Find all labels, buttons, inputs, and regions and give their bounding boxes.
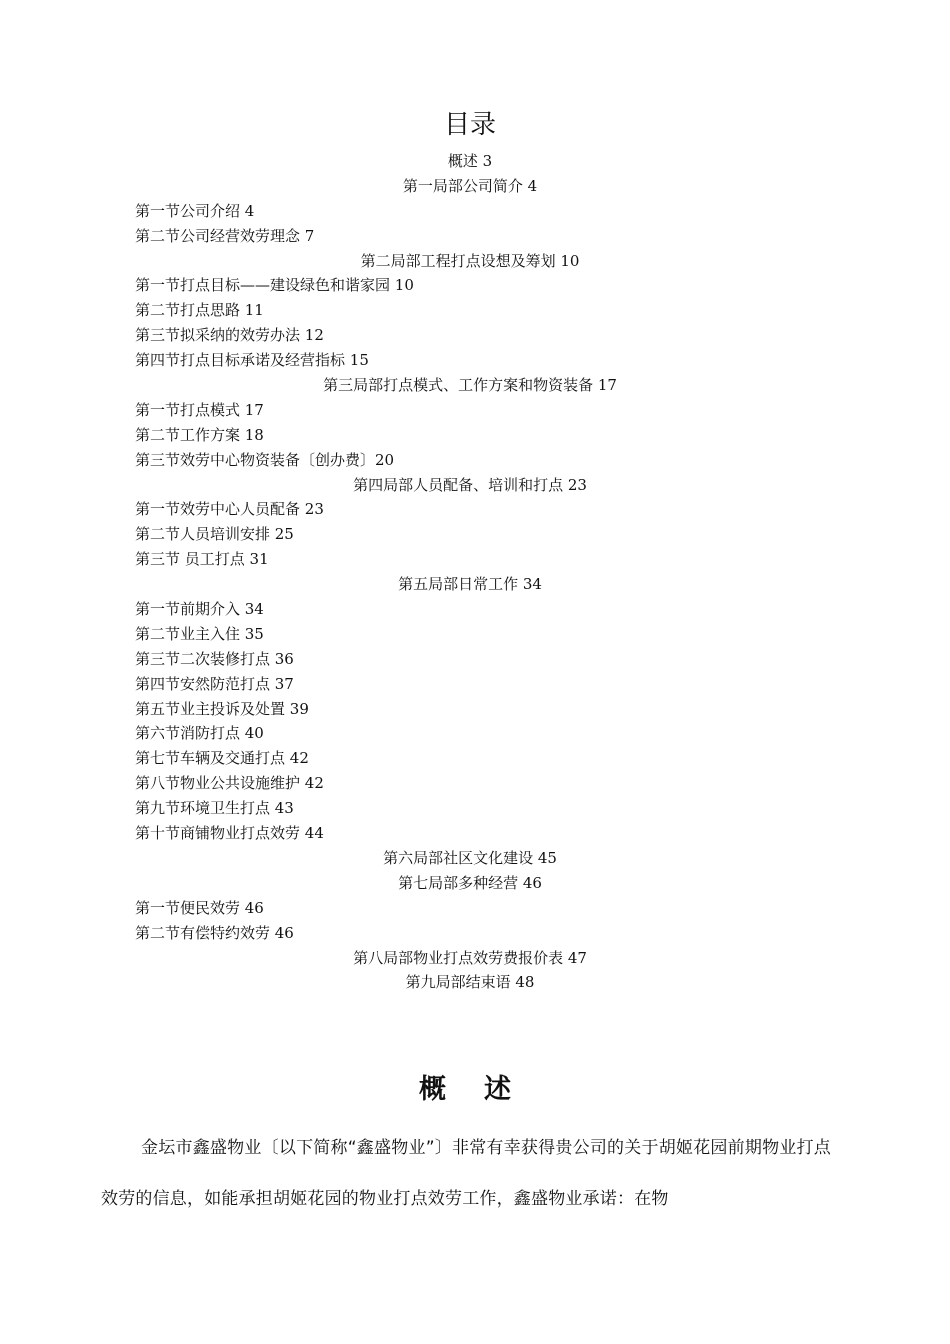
toc-chapter-entry[interactable]: 第七局部多种经营 46 xyxy=(398,873,542,892)
toc-section-entry[interactable]: 第七节车辆及交通打点 42 xyxy=(135,749,309,768)
toc-list xyxy=(0,149,950,995)
toc-section-entry[interactable]: 第八节物业公共设施维护 42 xyxy=(135,774,324,793)
toc-section-entry[interactable]: 第四节安然防范打点 37 xyxy=(135,674,294,693)
toc-section-entry[interactable]: 第一节打点目标——建设绿色和谐家园 10 xyxy=(135,276,414,295)
toc-chapter-entry[interactable]: 第六局部社区文化建设 45 xyxy=(383,848,557,867)
toc-chapter-entry[interactable]: 第九局部结束语 48 xyxy=(405,973,535,992)
toc-section-entry[interactable]: 第二节公司经营效劳理念 7 xyxy=(135,226,315,245)
toc-section-entry[interactable]: 第三节拟采纳的效劳办法 12 xyxy=(135,326,324,345)
toc-section-entry[interactable]: 第十节商铺物业打点效劳 44 xyxy=(135,824,324,843)
toc-chapter-entry[interactable]: 概述 3 xyxy=(447,152,493,170)
overview-paragraph: 金坛市鑫盛物业〔以下简称“鑫盛物业”〕非常有幸获得贵公司的关于胡姬花园前期物业打点效劳的信息，如能承担胡姬花园的物业打点效劳工作，鑫盛物业承诺：在物 xyxy=(101,1138,831,1209)
toc-section-entry[interactable]: 第二节业主入住 35 xyxy=(135,624,264,643)
toc-section-entry[interactable]: 第二节人员培训安排 25 xyxy=(135,525,294,544)
toc-section-entry[interactable]: 第三节 员工打点 31 xyxy=(135,550,269,569)
toc-chapter-entry[interactable]: 第五局部日常工作 34 xyxy=(398,575,542,594)
toc-chapter-entry[interactable]: 第八局部物业打点效劳费报价表 47 xyxy=(353,948,587,967)
toc-section-entry[interactable]: 第一节打点模式 17 xyxy=(135,400,264,419)
toc-section-entry[interactable]: 第一节效劳中心人员配备 23 xyxy=(135,500,324,519)
toc-section-entry[interactable]: 第四节打点目标承诺及经营指标 15 xyxy=(135,351,369,370)
toc-section-entry[interactable]: 第五节业主投诉及处置 39 xyxy=(135,699,309,718)
toc-title: 目录 xyxy=(443,110,496,140)
toc-section-entry[interactable]: 第九节环境卫生打点 43 xyxy=(135,799,294,818)
toc-section-entry[interactable]: 第二节打点思路 11 xyxy=(135,301,264,320)
toc-chapter-entry[interactable]: 第一局部公司简介 4 xyxy=(402,176,538,195)
toc-chapter-entry[interactable]: 第二局部工程打点设想及筹划 10 xyxy=(360,251,580,270)
toc-chapter-entry[interactable]: 第四局部人员配备、培训和打点 23 xyxy=(353,475,587,494)
toc-chapter-entry[interactable]: 第三局部打点模式、工作方案和物资装备 17 xyxy=(323,376,617,395)
toc-section-entry[interactable]: 第一节前期介入 34 xyxy=(135,600,264,619)
overview-title: 概述 xyxy=(419,1074,549,1105)
toc-section-entry[interactable]: 第六节消防打点 40 xyxy=(135,724,264,743)
toc-section-entry[interactable]: 第一节便民效劳 46 xyxy=(135,898,264,917)
toc-section-entry[interactable]: 第二节有偿特约效劳 46 xyxy=(135,923,294,942)
toc-section-entry[interactable]: 第三节二次装修打点 36 xyxy=(135,649,294,668)
toc-section-entry[interactable]: 第二节工作方案 18 xyxy=(135,425,264,444)
toc-section-entry[interactable]: 第三节效劳中心物资装备〔创办费〕20 xyxy=(135,450,395,469)
toc-section-entry[interactable]: 第一节公司介绍 4 xyxy=(135,201,255,220)
